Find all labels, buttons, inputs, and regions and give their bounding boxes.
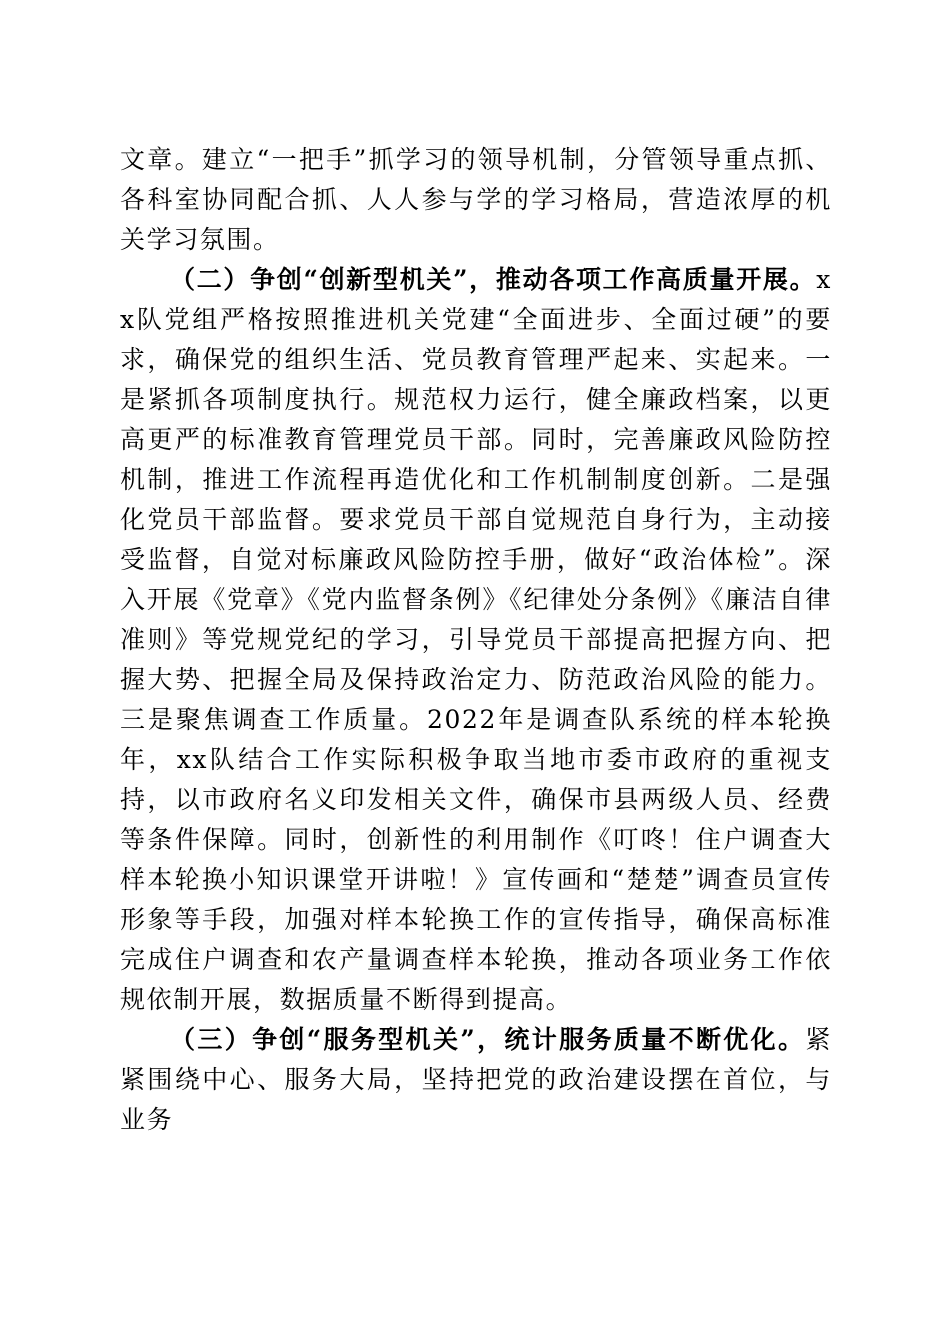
paragraph-service-organ — [120, 1020, 832, 1140]
paragraph-innovative-organ — [120, 260, 832, 1020]
section-heading-service: （三）争创“服务型机关”，统计服务质量不断优化。 — [170, 1025, 806, 1054]
paragraph-text: xx队党组严格按照推进机关党建“全面进步、全面过硬”的要求，确保党的组织生活、党员教育管理严起来、实起来。一是紧抓各项制度执行。规范权力运行，健全廉政档案，以更高更严的标准教育管理党员干部。同时，完善廉政风险防控机制，推进工作流程再造优化和工作机制制度创新。二是强化党员干部监督。要求党员干部自觉规范自身行为，主动接受监督，自觉对标廉政风险防控手册，做好“政治体检”。深入开展《党章》《党内监督条例》《纪律处分条例》《廉洁自律准则》等党规党纪的学习，引导党员干部提高把握方向、把握大势、把握全局及保持政治定力、防范政治风险的能力。三是聚焦调查工作质量。2022年是调查队系统的样本轮换年，xx队结合工作实际积极争取当地市委市政府的重视支持，以市政府名义印发相关文件，确保市县两级人员、经费等条件保障。同时，创新性的利用制作《叮咚！住户调查大样本轮换小知识课堂开讲啦！》宣传画和“楚楚”调查员宣传形象等手段，加强对样本轮换工作的宣传指导，确保高标准完成住户调查和农产量调查样本轮换，推动各项业务工作依规依制开展，数据质量不断得到提高。 — [120, 265, 832, 1014]
paragraph-study-atmosphere — [120, 140, 832, 260]
section-heading-innovative: （二）争创“创新型机关”，推动各项工作高质量开展。 — [170, 265, 817, 294]
paragraph-text: 文章。建立“一把手”抓学习的领导机制，分管领导重点抓、各科室协同配合抓、人人参与学的学习格局，营造浓厚的机关学习氛围。 — [120, 145, 832, 254]
document-body — [120, 140, 832, 1140]
paragraph-text: 紧紧围绕中心、服务大局，坚持把党的政治建设摆在首位，与业务 — [120, 1025, 832, 1134]
